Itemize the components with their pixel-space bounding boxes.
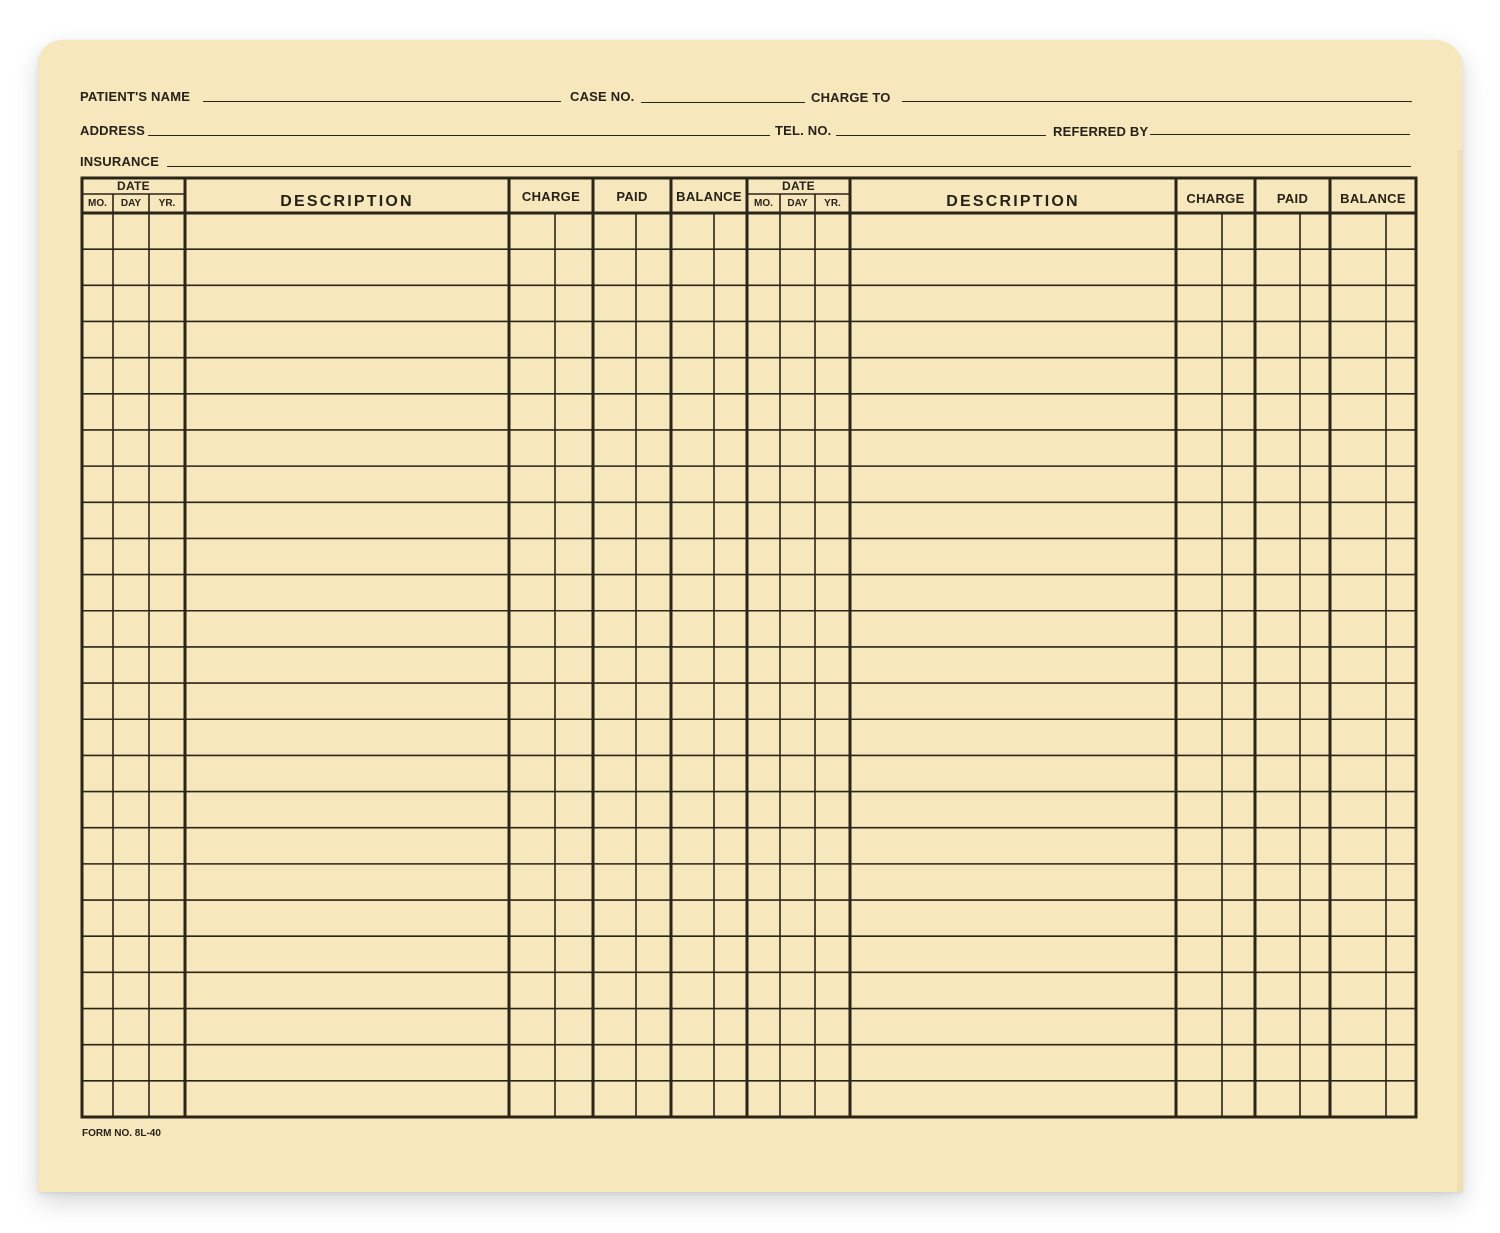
patient-name-label: PATIENT'S NAME xyxy=(80,89,191,104)
case-no-label: CASE NO. xyxy=(570,89,635,104)
year-header: YR. xyxy=(158,198,176,209)
year-header: YR. xyxy=(824,198,841,209)
paid-header: PAID xyxy=(1276,191,1309,206)
charge-header: CHARGE xyxy=(1186,191,1245,206)
paid-header: PAID xyxy=(616,189,648,204)
month-header: MO. xyxy=(88,198,107,209)
address-label: ADDRESS xyxy=(80,123,145,138)
charge-header: CHARGE xyxy=(521,189,581,204)
day-header: DAY xyxy=(120,198,142,209)
description-header: DESCRIPTION xyxy=(946,193,1080,210)
balance-header: BALANCE xyxy=(1340,191,1406,206)
date-header: DATE xyxy=(117,179,150,193)
balance-header: BALANCE xyxy=(676,189,742,204)
insurance-label: INSURANCE xyxy=(80,154,160,169)
charge-to-label: CHARGE TO xyxy=(811,90,891,105)
day-header: DAY xyxy=(787,198,808,209)
date-header: DATE xyxy=(782,179,815,193)
month-header: MO. xyxy=(754,198,773,209)
description-header: DESCRIPTION xyxy=(280,193,414,210)
referred-by-label: REFERRED BY xyxy=(1053,124,1149,139)
form-number: FORM NO. 8L-40 xyxy=(82,1128,161,1139)
tel-no-label: TEL. NO. xyxy=(775,123,832,138)
